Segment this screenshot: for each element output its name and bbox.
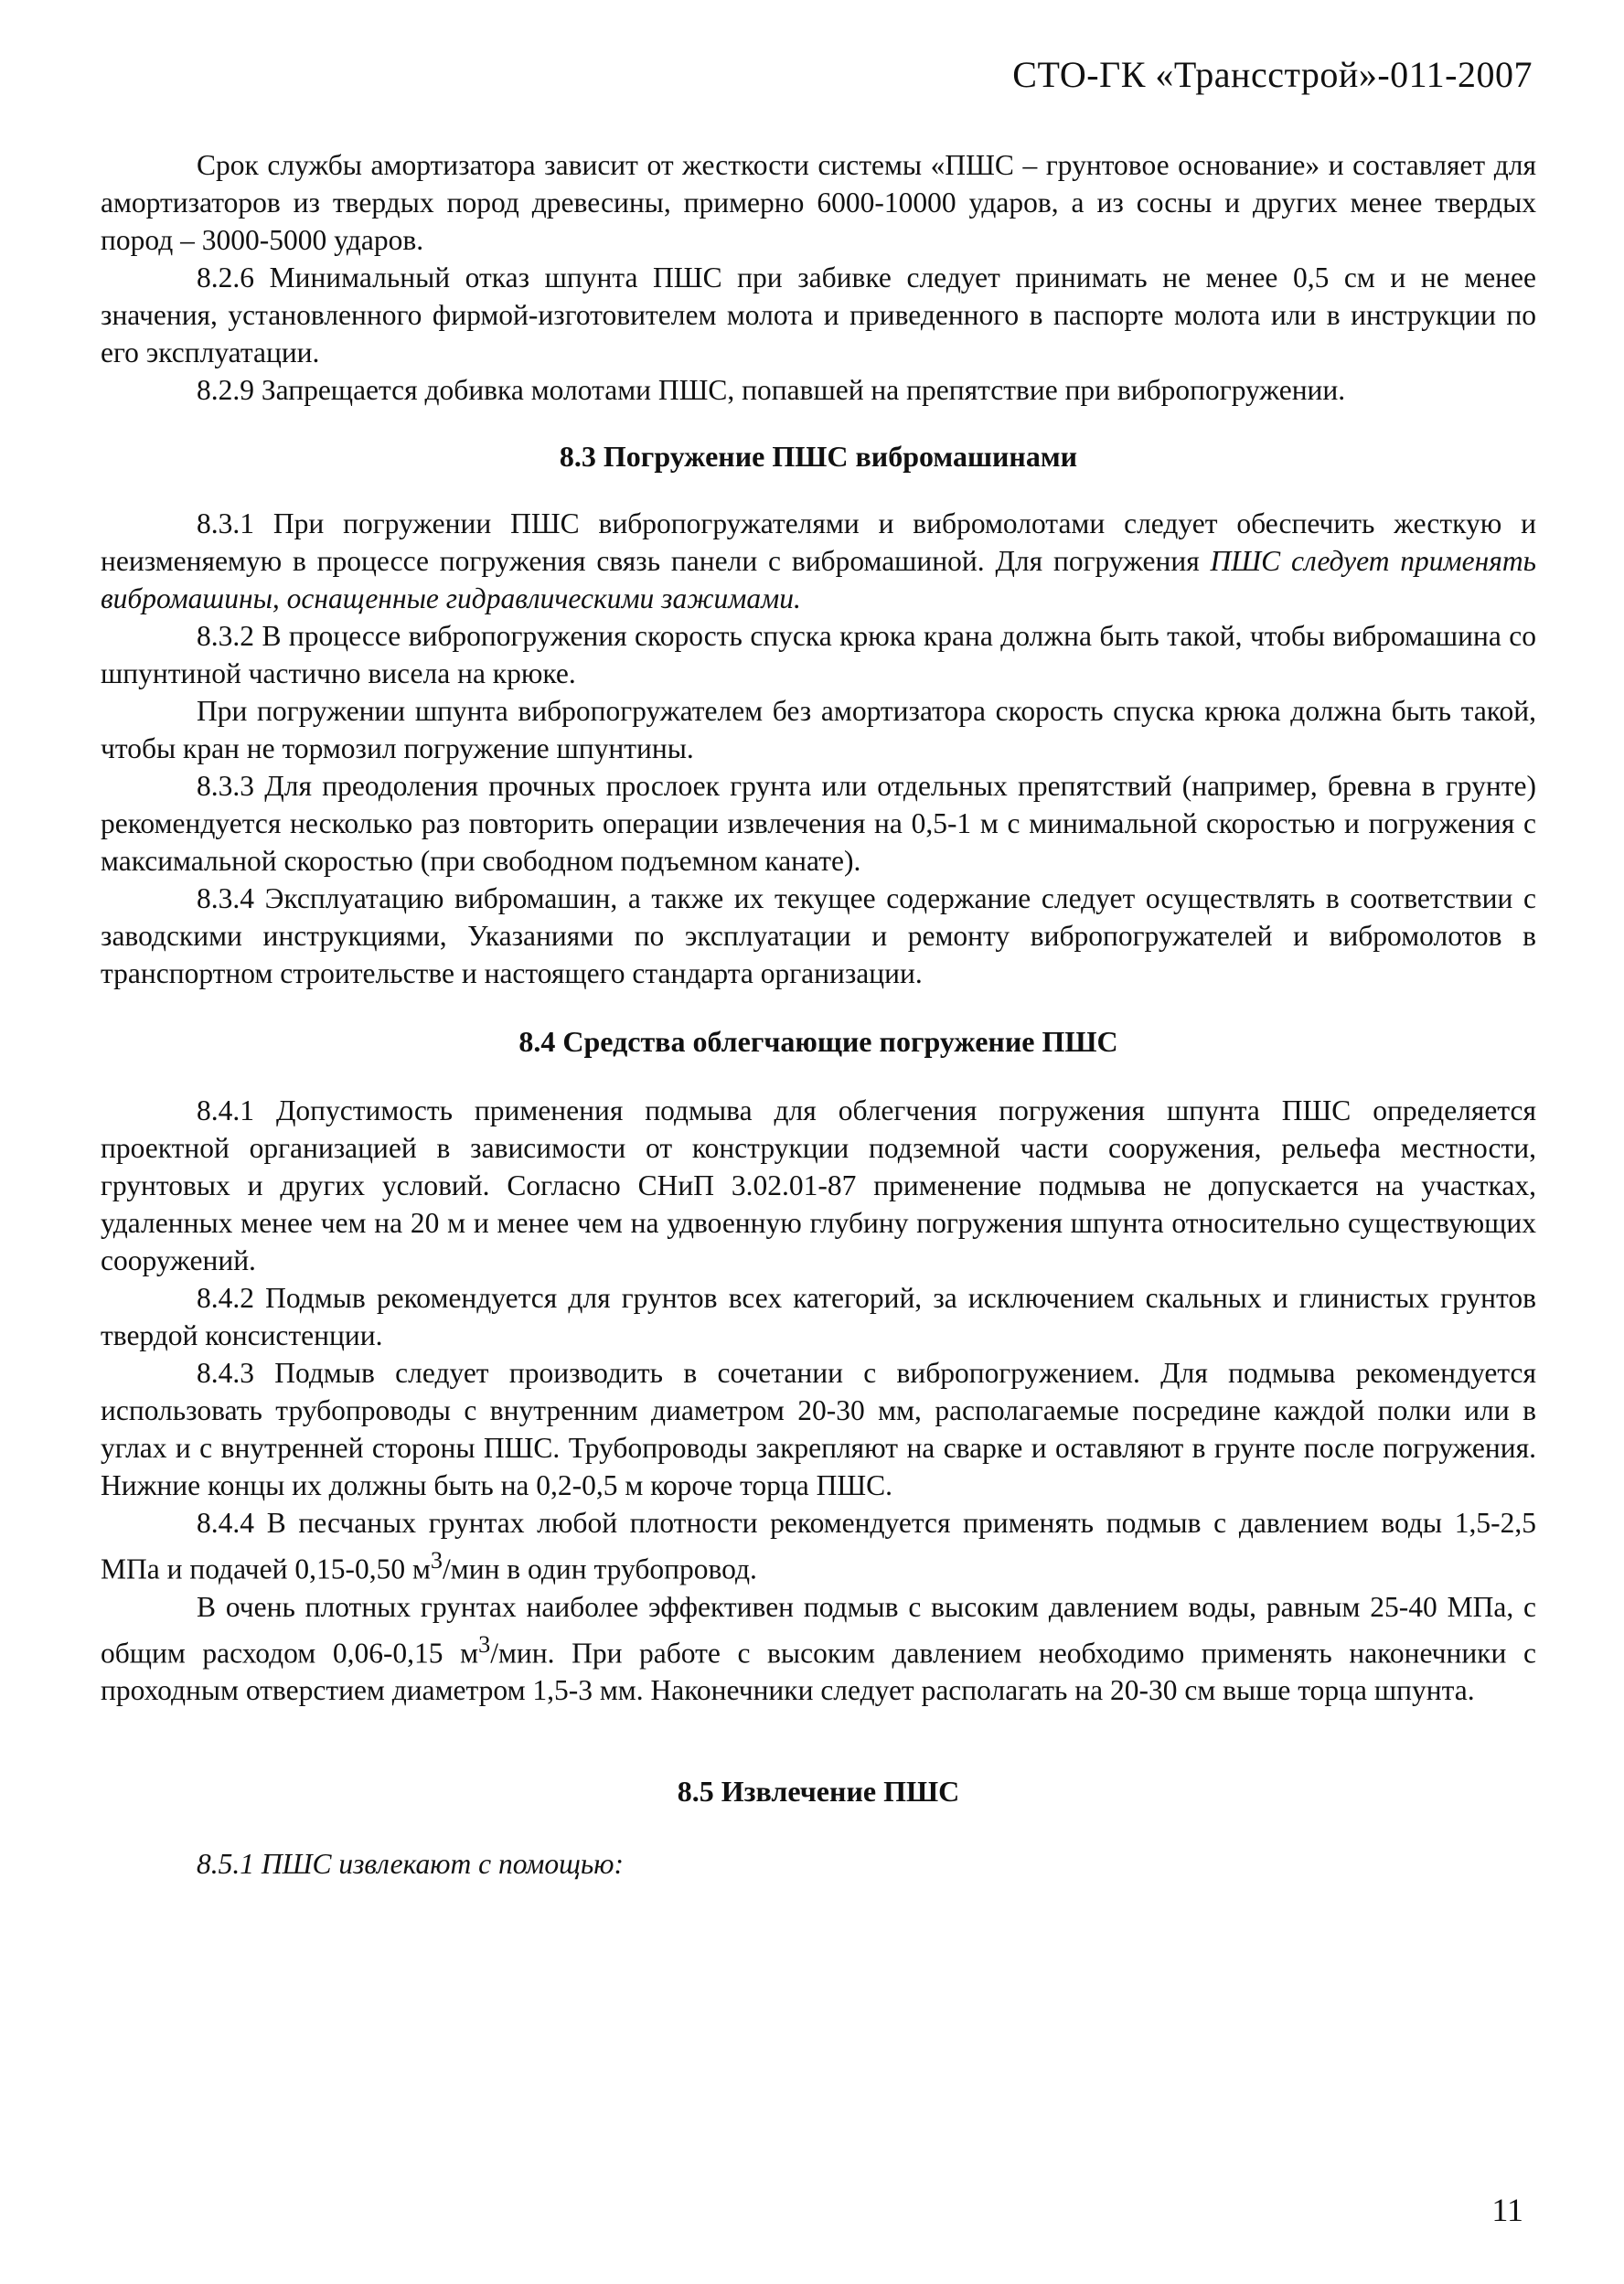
paragraph-intro: Срок службы амортизатора зависит от жесткости системы «ПШС – грунтовое основание» и составляет для амортизаторов из твердых пород древесины, примерно 6000-10000 ударов, а из сосны и других менее твердых пород – 3000-5000 ударов. — [101, 149, 1536, 256]
document-code-header: СТО-ГК «Трансстрой»-011-2007 — [1012, 54, 1533, 95]
superscript-3: 3 — [430, 1547, 443, 1574]
paragraph-8-4-4-text-b: /мин в один трубопровод. — [443, 1553, 757, 1585]
paragraph-8-3-1-italic: ПШС следует применять вибромашины, оснащенные гидравлическими зажимами. — [101, 545, 1536, 614]
paragraph-8-4-1: 8.4.1 Допустимость применения подмыва для облегчения погружения шпунта ПШС определяется проектной организацией в зависимости от конструкции подземной части сооружения, рельефа местности, грунтовых и других условий. Согласно СНиП 3.02.01-87 применение подмыва не допускается на участках, удаленных менее чем на 20 м и менее чем на удвоенную глубину погружения шпунта относительно существующих сооружений. — [101, 1094, 1536, 1276]
paragraph-8-4-4-continued — [101, 1588, 1536, 1710]
section-heading-8-3: 8.3 Погружение ПШС вибромашинами — [559, 440, 1078, 473]
page-body — [101, 146, 1536, 1883]
section-heading-8-5: 8.5 Извлечение ПШС — [677, 1775, 960, 1808]
paragraph-8-4-4 — [101, 1504, 1536, 1588]
paragraph-8-3-2: 8.3.2 В процессе вибропогружения скорость спуска крюка крана должна быть такой, чтобы вибромашина со шпунтиной частично висела на крюке. — [101, 620, 1536, 689]
paragraph-8-5-1 — [101, 1845, 1536, 1883]
paragraph-8-4-4-continued-text-b: /мин. При работе с высоким давлением необходимо применять наконечники с проходным отверстием диаметром 1,5-3 мм. Наконечники следует располагать на 20-30 см выше торца шпунта. — [101, 1637, 1536, 1706]
paragraph-8-4-2: 8.4.2 Подмыв рекомендуется для грунтов всех категорий, за исключением скальных и глинистых грунтов твердой консистенции. — [101, 1282, 1536, 1351]
paragraph-8-4-3: 8.4.3 Подмыв следует производить в сочетании с вибропогружением. Для подмыва рекомендуется использовать трубопроводы с внутренним диаметром 20-30 мм, располагаемые посредине каждой полки или в углах и с внутренней стороны ПШС. Трубопроводы закрепляют на сварке и оставляют в грунте после погружения. Нижние концы их должны быть на 0,2-0,5 м короче торца ПШС. — [101, 1357, 1536, 1501]
paragraph-8-2-9: 8.2.9 Запрещается добивка молотами ПШС, попавшей на препятствие при вибропогружении. — [197, 374, 1346, 406]
paragraph-8-3-1-text: 8.3.1 При погружении ПШС вибропогружателями и вибромолотами следует обеспечить жесткую и неизменяемую в процессе погружения связь панели с вибромашиной. Для погружения — [101, 507, 1536, 577]
paragraph-8-2-6: 8.2.6 Минимальный отказ шпунта ПШС при забивке следует принимать не менее 0,5 см и не менее значения, установленного фирмой-изготовителем молота и приведенного в паспорте молота или в инструкции по его эксплуатации. — [101, 261, 1536, 368]
paragraph-8-4-4-continued-text-a: В очень плотных грунтах наиболее эффективен подмыв с высоким давлением воды, равным 25-40 МПа, с общим расходом 0,06-0,15 м — [101, 1590, 1536, 1669]
section-heading-8-4: 8.4 Средства облегчающие погружение ПШС — [518, 1025, 1118, 1058]
paragraph-8-3-3: 8.3.3 Для преодоления прочных прослоек грунта или отдельных препятствий (например, бревна в грунте) рекомендуется несколько раз повторить операции извлечения на 0,5-1 м с минимальной скоростью и погружения с максимальной скоростью (при свободном подъемном канате). — [101, 770, 1536, 877]
paragraph-8-5-1-italic: 8.5.1 ПШС извлекают с помощью: — [197, 1848, 624, 1880]
paragraph-8-3-4: 8.3.4 Эксплуатацию вибромашин, а также их текущее содержание следует осуществлять в соответствии с заводскими инструкциями, Указаниями по эксплуатации и ремонту вибропогружателей и вибромолотов в транспортном строительстве и настоящего стандарта организации. — [101, 882, 1536, 989]
paragraph-8-4-4-text-a: 8.4.4 В песчаных грунтах любой плотности рекомендуется применять подмыв с давлением воды 1,5-2,5 МПа и подачей 0,15-0,50 м — [101, 1507, 1536, 1585]
paragraph-8-3-1 — [101, 505, 1536, 617]
page-number: 11 — [1491, 2192, 1523, 2228]
superscript-3: 3 — [478, 1630, 491, 1658]
paragraph-8-3-2-continued: При погружении шпунта вибропогружателем без амортизатора скорость спуска крюка должна быть такой, чтобы кран не тормозил погружение шпунтины. — [101, 695, 1536, 764]
